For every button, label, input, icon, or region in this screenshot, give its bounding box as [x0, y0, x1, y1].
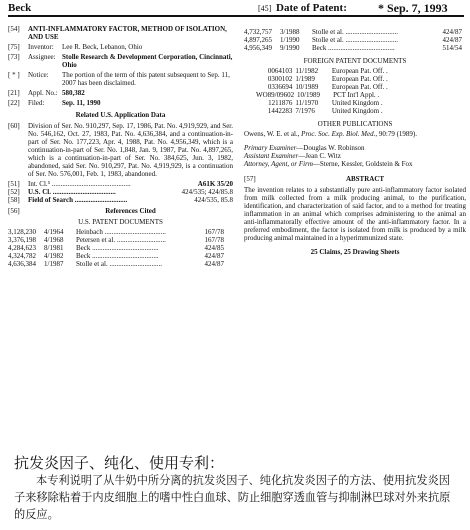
other-publications-title: OTHER PUBLICATIONS: [317, 120, 393, 128]
field-filed: [22] Filed: Sep. 11, 1990: [8, 99, 101, 107]
class-us: [52] U.S. Cl. .................................... 424/535; 424/85.8: [8, 188, 233, 196]
field-notice: [ * ] Notice: The portion of the term of this patent subsequent to Sep. 11, 2007 has been disclaimed.: [8, 71, 230, 87]
list-item: 1442283 7/1976 United Kingdom .: [267, 107, 383, 115]
list-item: 0300102 1/1989 European Pat. Off. .: [267, 75, 388, 83]
table-row: 4,956,349 9/1990 Beck ...................................... 514/54: [244, 44, 462, 52]
table-row: 3,128,230 4/1964 Heinbach ................................... 167/78: [8, 228, 224, 236]
class-int: [51] Int. Cl.⁵ ............................................. A61K 35/20: [8, 180, 233, 188]
left-column: [8, 25, 233, 268]
header-date-value: * Sep. 7, 1993: [378, 1, 448, 15]
table-row: 3,376,198 4/1968 Petersen et al. ............................ 167/78: [8, 236, 224, 244]
table-row: 4,284,623 8/1981 Beck ...................................... 424/85: [8, 244, 224, 252]
foreign-title: FOREIGN PATENT DOCUMENTS: [303, 57, 407, 65]
header-code: [45]: [258, 4, 272, 13]
other-publications-text: Owens, W. E. et al., Proc. Soc. Exp. Biol. Med., 90:79 (1989).: [244, 130, 417, 138]
foreign-list: [244, 67, 466, 115]
related-application: [60] Division of Ser. No. 910,297, Sep. 17, 1986, Pat. No. 4,919,929, and Ser. No. 546,162, Oct. 27, 1983, Pat. No. 4,636,384, and a continuation-in-part of Ser. No. 177,223, Apr. 4, 1988, Pat. No. 4,956,349, which is a continuation-in-part of Ser. No. 1,848, Jan. 9, 1987, Pat. No. 4,897,265, which is a continuation-in-part of Ser. No. 384,625, Jun. 3, 1982, abandoned, said Ser. No. 910,297, Pat. No. 4,919,929, is a continuation of Ser. No. 576,001, Feb. 1, 1983, abandoned.: [8, 122, 233, 178]
chinese-title: 抗发炎因子、纯化、使用专利：: [14, 454, 225, 472]
list-item: WO89/09602 10/1989 PCT Int'l Appl. .: [256, 91, 380, 99]
list-item: 0064103 11/1982 European Pat. Off. .: [267, 67, 388, 75]
chinese-body: 本专利说明了从牛奶中所分离的抗发炎因子、纯化抗发炎因子的方法、使用抗发炎因子来移除粘着于内皮细胞上的嗜中性白血球、防止细胞穿透血管与抑制淋巴球对外来抗原的反应。: [14, 474, 451, 521]
abstract-heading: [57] ABSTRACT: [244, 175, 385, 183]
field-title: [54] ANTI-INFLAMMATORY FACTOR, METHOD OF ISOLATION, AND USE: [8, 25, 227, 41]
field-assignee: [73] Assignee: Stolle Research & Development Corporation, Cincinnati, Ohio: [8, 53, 233, 69]
list-item: 0336694 10/1989 European Pat. Off. .: [267, 83, 388, 91]
references-subtitle: U.S. PATENT DOCUMENTS: [78, 218, 163, 226]
list-item: 1211876 11/1970 United Kingdom .: [268, 99, 383, 107]
right-column: [244, 28, 466, 256]
table-row: 4,732,757 3/1988 Stolle et al. .............................. 424/87: [244, 28, 462, 36]
examiners: Primary Examiner—Douglas W. Robinson Assistant Examiner—Jean C. Witz Attorney, Agent, or Firm—Sterne, Kessler, Goldstein & Fox: [244, 144, 413, 168]
field-appl-no: [21] Appl. No.: 580,382: [8, 89, 85, 97]
related-title: Related U.S. Application Data: [75, 111, 166, 119]
header-inventor: Beck: [8, 2, 32, 14]
claims-summary: 25 Claims, 25 Drawing Sheets: [310, 248, 400, 256]
header-date-label: Date of Patent:: [276, 2, 347, 14]
table-row: 4,897,265 1/1990 Stolle et al. .............................. 424/87: [244, 36, 462, 44]
field-inventor: [75] Inventor: Lee R. Beck, Lebanon, Ohio: [8, 43, 143, 51]
class-search: [58] Field of Search .............................. 424/535, 85.8: [8, 196, 233, 204]
table-row: 4,636,384 1/1987 Stolle et al. .............................. 424/87: [8, 260, 224, 268]
abstract-text: The invention relates to a substantially pure anti-inflammatory factor isolated from milk collected from a milk producing animal, to the purification, identification, and characterization of said factor, and to a method for treating inflammation in an animal which comprises administering to the animal an anti-inflammatorally effective amount of the anti-inflammatory factor. In a preferred embodiment, the factor is isolated from milk is produced by a milk producing animal maintained in a hyperimmunized state.: [244, 186, 466, 242]
references-heading: [56] References Cited: [8, 207, 156, 215]
table-row: 4,324,782 4/1982 Beck ...................................... 424/87: [8, 252, 224, 260]
header-rule: [8, 15, 464, 17]
